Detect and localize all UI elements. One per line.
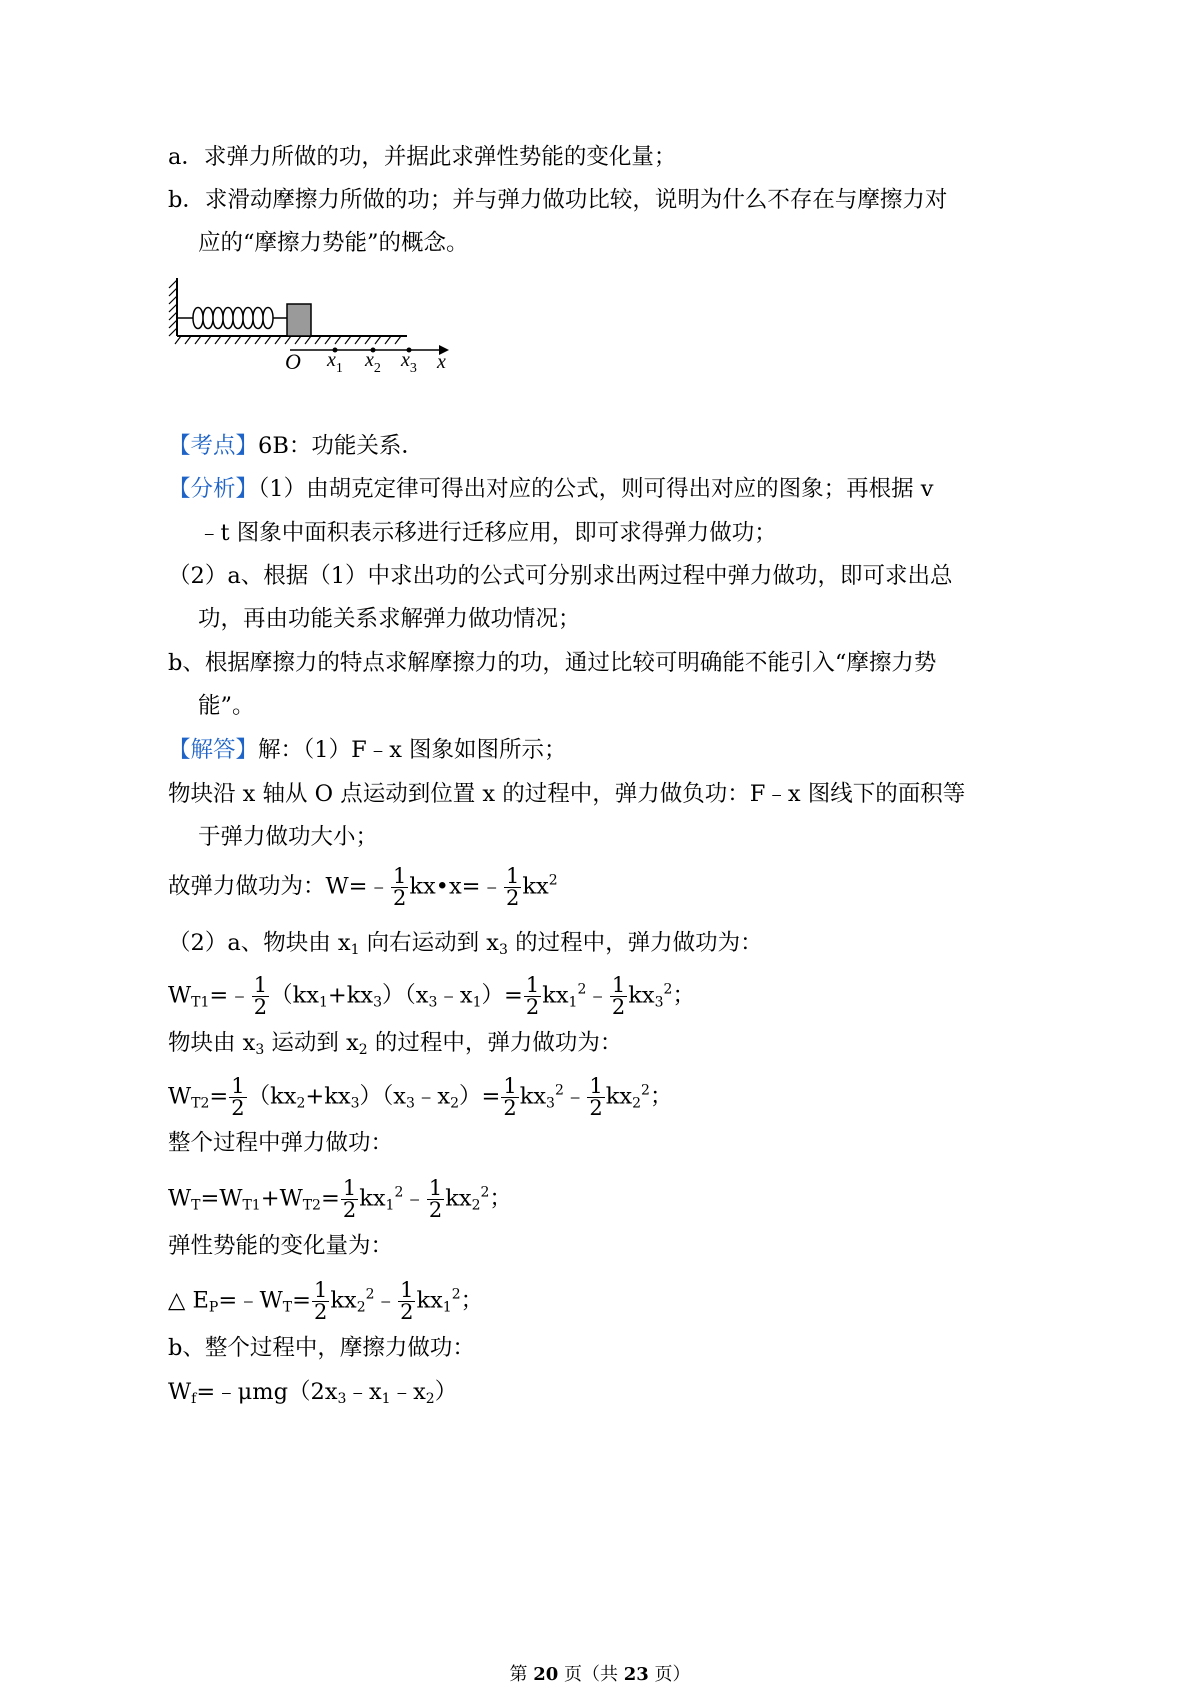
equation-wf: $W_f=﹣\mu mg(2x_3﹣x_1﹣x_2)$ xyxy=(168,1379,458,1407)
fraction: $\frac{1}{2}$ xyxy=(392,864,407,910)
fenxi-tag: 【分析】 xyxy=(168,476,259,502)
fenxi-line4: 功，再由功能关系求解弹力做功情况； xyxy=(198,606,581,632)
jieda-line5: （2）a、物块由 $x_1$ 向右运动到 $x_3$ 的过程中，弹力做功为： xyxy=(168,930,763,958)
question-part-b-line1: b．求滑动摩擦力所做的功；并与弹力做功比较，说明为什么不存在与摩擦力对 xyxy=(168,187,948,213)
label-x3-sub: 3 xyxy=(409,361,417,376)
equation-ep: △ $E_P=﹣W_T=$ $\frac{1}{2}$ $kx_2^2﹣$ $\frac{1}{2}$ $kx_1^2$； xyxy=(168,1278,484,1324)
block xyxy=(287,304,311,336)
svg-text:x2 xyxy=(364,349,381,376)
label-x1-sub: 1 xyxy=(335,361,343,376)
fraction: $\frac{1}{2}$ xyxy=(611,973,626,1019)
jieda-line7: 物块由 $x_3$ 运动到 $x_2$ 的过程中，弹力做功为： xyxy=(168,1030,623,1058)
fraction: $\frac{1}{2}$ xyxy=(342,1176,357,1222)
svg-text:x1 xyxy=(326,349,343,376)
jieda-line1 xyxy=(168,735,567,765)
question-part-b-line2: 应的“摩擦力势能”的概念。 xyxy=(198,230,469,256)
fraction: $\frac{1}{2}$ xyxy=(589,1074,603,1120)
page-footer: 第 20 页（共 23 页） xyxy=(509,1664,691,1685)
spring-block-figure xyxy=(165,268,465,378)
jieda-line9: 整个过程中弹力做功： xyxy=(168,1130,394,1156)
fenxi-line3: （2）a、根据（1）中求出功的公式可分别求出两过程中弹力做功，即可求出总 xyxy=(168,563,953,589)
svg-text:x3 xyxy=(400,349,417,376)
equation-wt2: $W_{T2}=$ $\frac{1}{2}$ $(kx_2+kx_3)(x_3﹣x_2)=$ $\frac{1}{2}$ $kx_3^2﹣$ $\frac{1}{2}$ $kx_2^2$； xyxy=(168,1074,673,1120)
fraction: $\frac{1}{2}$ xyxy=(400,1278,414,1324)
equation-wt1: $W_{T1}=﹣$ $\frac{1}{2}$ $(kx_1+kx_3)(x_3﹣x_1)=$ $\frac{1}{2}$ $kx_1^2﹣$ $\frac{1}{2}$ $kx_3^2$； xyxy=(168,973,695,1019)
fraction: $\frac{1}{2}$ xyxy=(506,864,520,910)
jieda-line2: 物块沿 x 轴从 O 点运动到位置 x 的过程中，弹力做负功：F﹣x 图线下的面积等 xyxy=(168,781,966,807)
fraction: $\frac{1}{2}$ xyxy=(314,1278,328,1324)
jieda-line3: 于弹力做功大小； xyxy=(198,824,379,850)
page-total: 23 xyxy=(623,1664,649,1685)
fraction: $\frac{1}{2}$ xyxy=(231,1074,245,1120)
fraction: $\frac{1}{2}$ xyxy=(503,1074,517,1120)
fenxi-line5: b、根据摩擦力的特点求解摩擦力的功，通过比较可明确能不能引入“摩擦力势 xyxy=(168,650,937,676)
label-x2: x xyxy=(365,349,374,371)
fenxi-line2: ﹣t 图象中面积表示移进行迁移应用，即可求得弹力做功； xyxy=(198,520,777,546)
spring-coil xyxy=(177,308,287,329)
label-x3: x xyxy=(401,349,410,371)
label-axis-x: x xyxy=(437,351,446,373)
kaodian-line xyxy=(168,431,424,461)
label-x2-sub: 2 xyxy=(373,361,381,376)
fraction: $\frac{1}{2}$ xyxy=(428,1176,443,1222)
page-number: 20 xyxy=(533,1664,559,1685)
jieda-text1: 解：（1）F﹣x 图象如图所示； xyxy=(258,737,567,763)
jieda-tag: 【解答】 xyxy=(168,737,259,763)
fraction: $\frac{1}{2}$ xyxy=(525,973,540,1019)
jieda-line4: 故弹力做功为：W=﹣ $\frac{1}{2}$ kx•x=﹣ $\frac{1}{2}$ $kx^2$ xyxy=(168,864,558,910)
label-x1: x xyxy=(327,349,336,371)
fenxi-line6: 能”。 xyxy=(198,693,255,719)
question-part-a: a．求弹力所做的功，并据此求弹性势能的变化量； xyxy=(168,144,677,170)
jieda-line13: b、整个过程中，摩擦力做功： xyxy=(168,1335,475,1361)
equation-wt: $W_T=W_{T1}+W_{T2}=$ $\frac{1}{2}$ $kx_1^2﹣$ $\frac{1}{2}$ $kx_2^2$； xyxy=(168,1176,512,1222)
kaodian-tag: 【考点】 xyxy=(168,433,259,459)
jieda-line11: 弹性势能的变化量为： xyxy=(168,1233,394,1259)
kaodian-text: 6B：功能关系． xyxy=(258,433,424,459)
fraction: $\frac{1}{2}$ xyxy=(253,973,268,1019)
label-origin: O xyxy=(285,349,301,374)
fenxi-text1: （1）由胡克定律可得出对应的公式，则可得出对应的图象；再根据 v xyxy=(258,476,934,502)
fenxi-line1 xyxy=(168,474,933,504)
